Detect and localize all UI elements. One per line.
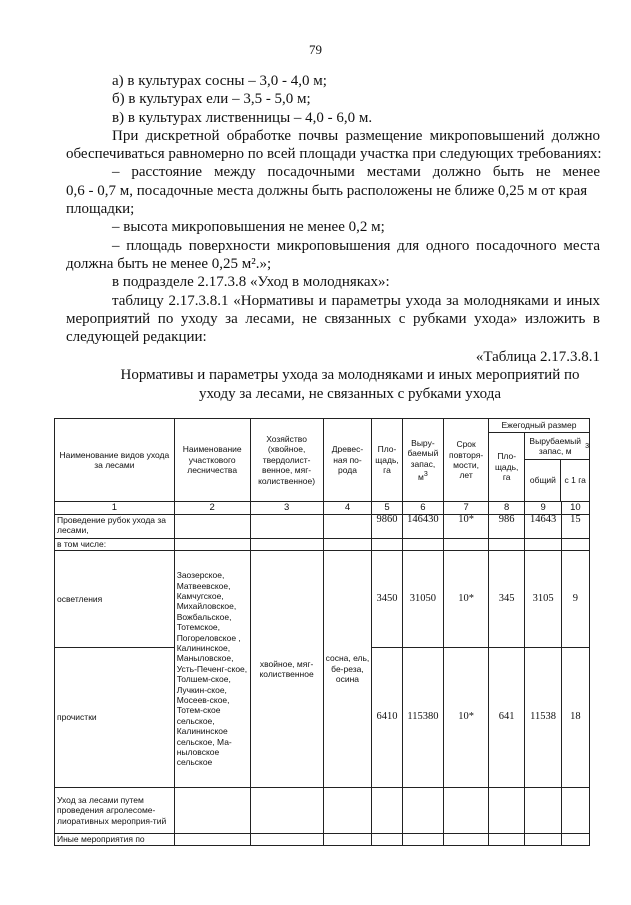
header-annual-volume-text: Вырубаемый запас, м <box>529 435 582 456</box>
empty-cell <box>323 539 372 551</box>
work-type-cell: Уход за лесами путем проведения агролесоме-лиоративных мероприя-тий <box>55 788 175 834</box>
table-title <box>110 366 590 403</box>
paragraph-line: следующей редакции: <box>66 329 207 346</box>
volume-cell: 31050 <box>402 551 444 648</box>
per-ha-cell: 9 <box>561 551 589 648</box>
empty-cell <box>250 515 323 539</box>
annual-total-cell: 11538 <box>525 648 561 788</box>
empty-cell <box>323 788 372 834</box>
area-cell: 3450 <box>372 551 402 648</box>
forestry-cell: Заозерское, Матвеевское, Камчугское, Михайловское, Вожбальское, Тотемское, Погореловское , Калининское, Маныловское, Усть-Печенг-ское, Толшем-ское, Лучкин-ское, Мосеев-ское, Тотем-ское сельское, Калининское сельское, Ма-ныловское сельское <box>174 551 250 788</box>
header-annual-volume <box>525 433 590 502</box>
annual-total-cell: 14643 <box>525 515 561 539</box>
paragraph-line: обеспечиваться равномерно по всей площади участка при следующих требованиях: <box>66 146 602 163</box>
economy-cell: хвойное, мяг-колиственное <box>250 551 323 788</box>
period-cell: 10* <box>444 515 489 539</box>
paragraph-line: таблицу 2.17.3.8.1 «Нормативы и параметры ухода за молодняками и иных <box>112 292 600 309</box>
paragraph-line: При дискретной обработке почвы размещение микроповышений должно <box>112 127 600 144</box>
header-per-ha: с 1 га <box>564 475 586 486</box>
empty-cell <box>250 788 323 834</box>
table-row <box>55 834 590 846</box>
period-cell: 10* <box>444 551 489 648</box>
header-species: Древес-ная по-рода <box>323 419 372 502</box>
annual-total-cell: 3105 <box>525 551 561 648</box>
empty-cell <box>372 539 402 551</box>
col-number: 4 <box>323 502 372 515</box>
paragraph-line: в подразделе 2.17.3.8 «Уход в молодняках»: <box>112 274 390 291</box>
table-row <box>55 539 590 551</box>
header-felled-volume-text: Выру-баемый запас, м <box>407 437 439 482</box>
paragraph-line: – расстояние между посадочными местами должно быть не менее <box>112 164 600 181</box>
per-ha-cell: 15 <box>561 515 589 539</box>
volume-cell: 146430 <box>402 515 444 539</box>
empty-cell <box>174 515 250 539</box>
header-annual-volume-title <box>525 433 589 460</box>
header-annual-area: Пло-щадь, га <box>488 433 524 502</box>
empty-cell <box>561 539 589 551</box>
empty-cell <box>525 788 561 834</box>
paragraph-line: – высота микроповышения не менее 0,2 м; <box>112 219 385 236</box>
paragraph-line: 0,6 - 0,7 м, посадочные места должны быть расположены не ближе 0,25 м от края <box>66 182 588 199</box>
header-period: Срок повторя-мости, лет <box>444 419 489 502</box>
empty-cell <box>402 788 444 834</box>
empty-cell <box>561 788 589 834</box>
col-number: 8 <box>488 502 524 515</box>
paragraph-line: должна быть не менее 0,25 м².»; <box>66 255 272 272</box>
empty-cell <box>444 834 489 846</box>
col-number: 1 <box>55 502 175 515</box>
page-number: 79 <box>309 42 322 57</box>
empty-cell <box>174 788 250 834</box>
header-annual: Ежегодный размер <box>488 419 589 433</box>
empty-cell <box>488 788 524 834</box>
period-cell: 10* <box>444 648 489 788</box>
header-work-type: Наименование видов ухода за лесами <box>55 419 175 502</box>
table-title-line: уходу за лесами, не связанных с рубками ухода <box>198 385 501 402</box>
empty-cell <box>525 539 561 551</box>
paragraph-line: мероприятий по уходу за лесами, не связанных с рубками ухода» изложить в <box>66 310 600 327</box>
annual-area-cell: 986 <box>488 515 524 539</box>
empty-cell <box>488 834 524 846</box>
header-area: Пло-щадь, га <box>372 419 402 502</box>
table-caption-label: «Таблица 2.17.3.8.1 <box>475 349 600 366</box>
area-cell: 9860 <box>372 515 402 539</box>
col-number: 5 <box>372 502 402 515</box>
per-ha-cell: 18 <box>561 648 589 788</box>
work-type-cell: осветления <box>55 551 175 648</box>
cubic-sup: 3 <box>585 441 589 450</box>
empty-cell <box>174 539 250 551</box>
annual-area-cell: 641 <box>488 648 524 788</box>
document-body <box>66 72 600 367</box>
volume-cell: 115380 <box>402 648 444 788</box>
norms-table <box>54 418 590 846</box>
empty-cell <box>174 834 250 846</box>
col-number: 10 <box>561 502 589 515</box>
col-number: 7 <box>444 502 489 515</box>
empty-cell <box>561 834 589 846</box>
paragraph-line: в) в культурах лиственницы – 4,0 - 6,0 м. <box>112 109 373 126</box>
header-economy: Хозяйство (хвойное, твердолист-венное, мяг-колиственное) <box>250 419 323 502</box>
empty-cell <box>372 834 402 846</box>
header-total: общий <box>525 460 561 501</box>
species-cell: сосна, ель, бе-реза, осина <box>323 551 372 788</box>
paragraph-line: – площадь поверхности микроповышения для одного посадочного места <box>112 237 600 254</box>
work-type-cell: Проведение рубок ухода за лесами, <box>55 515 175 539</box>
col-number: 6 <box>402 502 444 515</box>
empty-cell <box>525 834 561 846</box>
col-number: 2 <box>174 502 250 515</box>
col-number: 3 <box>250 502 323 515</box>
work-type-cell: прочистки <box>55 648 175 788</box>
header-felled-volume <box>402 419 444 502</box>
paragraph-line: а) в культурах сосны – 3,0 - 4,0 м; <box>112 73 327 89</box>
empty-cell <box>250 539 323 551</box>
cubic-sup: 3 <box>423 469 428 478</box>
empty-cell <box>444 788 489 834</box>
empty-cell <box>402 539 444 551</box>
table-row <box>55 788 590 834</box>
area-cell: 6410 <box>372 648 402 788</box>
work-type-cell: в том числе: <box>55 539 175 551</box>
work-type-cell: Иные мероприятия по <box>55 834 175 846</box>
empty-cell <box>323 834 372 846</box>
annual-area-cell: 345 <box>488 551 524 648</box>
empty-cell <box>372 788 402 834</box>
empty-cell <box>323 515 372 539</box>
paragraph-line: площадки; <box>66 201 135 218</box>
header-forestry: Наименование участкового лесничества <box>174 419 250 502</box>
table-row <box>55 551 590 648</box>
table-row <box>55 515 590 539</box>
paragraph-line: б) в культурах ели – 3,5 - 5,0 м; <box>112 91 311 108</box>
empty-cell <box>250 834 323 846</box>
empty-cell <box>402 834 444 846</box>
header-annual-volume-sub <box>525 460 589 501</box>
col-number: 9 <box>525 502 561 515</box>
empty-cell <box>488 539 524 551</box>
empty-cell <box>444 539 489 551</box>
table-title-line: Нормативы и параметры ухода за молодняками и иных мероприятий по <box>120 367 580 383</box>
